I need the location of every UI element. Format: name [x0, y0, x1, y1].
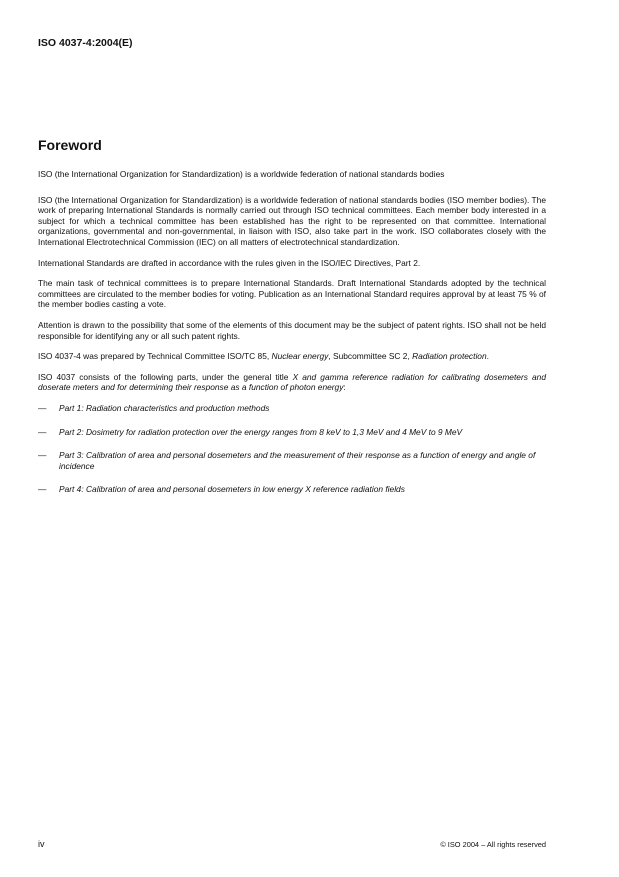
paragraph-patent-rights: Attention is drawn to the possibility that some of the elements of this document may be the subject of patent rights. ISO shall not be held responsible for identifying any or all such patent rights.: [38, 319, 546, 341]
dash-bullet: —: [38, 450, 47, 461]
list-item: [38, 484, 546, 495]
subcommittee-name: Radiation protection: [412, 351, 487, 362]
list-item: [38, 403, 546, 414]
prepared-by-end: .: [486, 351, 489, 362]
part-title: Part 2: Dosimetry for radiation protection over the energy ranges from 8 keV to 1,3 MeV and 4 MeV to 9 MeV: [59, 426, 463, 437]
subcommittee-text: , Subcommittee SC 2,: [328, 351, 413, 362]
prepared-by-text: ISO 4037-4 was prepared by Technical Committee ISO/TC 85,: [38, 351, 272, 362]
dash-bullet: —: [38, 426, 47, 437]
part-title: Part 4: Calibration of area and personal dosemeters in low energy X reference radiation fields: [59, 484, 405, 495]
paragraph-directives: International Standards are drafted in accordance with the rules given in the ISO/IEC Directives, Part 2.: [38, 257, 421, 268]
dash-bullet: —: [38, 402, 47, 413]
general-title: X and gamma reference radiation for calibrating dosemeters and doserate meters and for determining their response as a function of photon energy: [38, 371, 546, 393]
list-item: [38, 427, 546, 438]
part-title: Part 1: Radiation characteristics and production methods: [59, 402, 270, 413]
foreword-body: [38, 169, 546, 508]
parts-intro-text: ISO 4037 consists of the following parts, under the general title: [38, 371, 293, 382]
document-id: ISO 4037-4:2004(E): [38, 37, 133, 49]
paragraph-technical-committees: The main task of technical committees is to prepare International Standards. Draft International Standards adopted by the technical committees are circulated to the member bodies for voting. Publication as an International Standard requires approval by at least 75 % of the member bodies casting a vote.: [38, 278, 546, 310]
dash-bullet: —: [38, 484, 47, 495]
committee-name: Nuclear energy: [271, 351, 329, 362]
page-title: Foreword: [38, 137, 102, 153]
paragraph-parts-intro: [38, 372, 546, 393]
list-item: [38, 450, 546, 471]
paragraph-intro: ISO (the International Organization for Standardization) is a worldwide federation of national standards bodies: [38, 169, 445, 179]
parts-list: [38, 403, 546, 495]
parts-intro-colon: :: [343, 382, 346, 393]
part-title: Part 3: Calibration of area and personal dosemeters and the measurement of their response as a function of energy and angle of incidence: [59, 450, 536, 471]
copyright-notice: © ISO 2004 – All rights reserved: [440, 840, 546, 849]
paragraph-iso-federation: ISO (the International Organization for Standardization) is a worldwide federation of national standards bodies (ISO member bodies). The work of preparing International Standards is normally carried out through ISO technical committees. Each member body interested in a subject for which a technical committee has been established has the right to be represented on that committee. International organizations, governmental and non-governmental, in liaison with ISO, also take part in the work. ISO collaborates closely with the International Electrotechnical Commission (IEC) on all matters of electrotechnical standardization.: [38, 194, 546, 247]
page-number: iv: [38, 839, 45, 849]
paragraph-prepared-by: [38, 351, 546, 362]
